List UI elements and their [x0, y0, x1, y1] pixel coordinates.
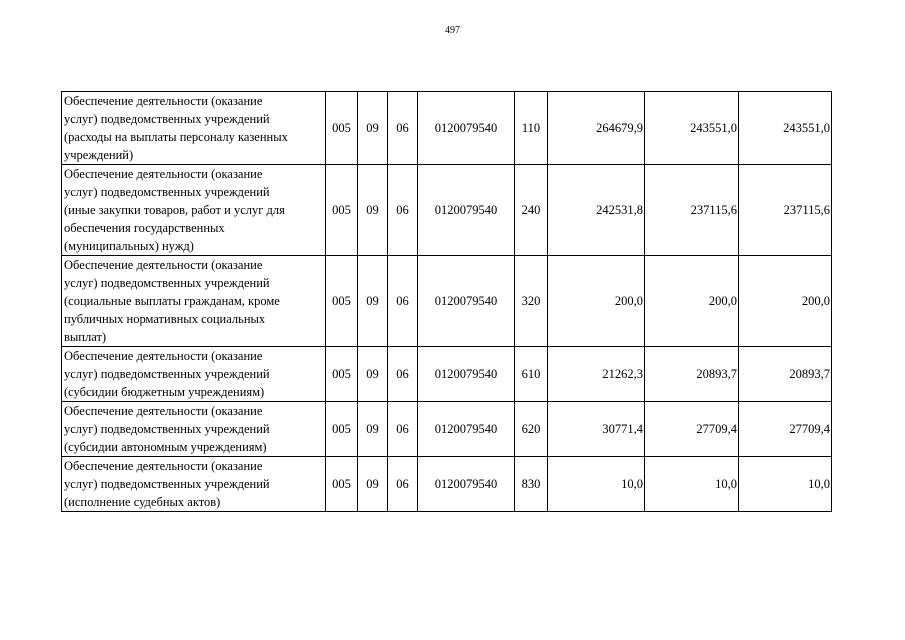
amount-cell: 10,0	[548, 457, 645, 512]
ministry-code-cell: 005	[326, 402, 358, 457]
description-line: услуг) подведомственных учреждений	[64, 185, 270, 199]
description-line: услуг) подведомственных учреждений	[64, 112, 270, 126]
description-line: (иные закупки товаров, работ и услуг для	[64, 203, 285, 217]
expense-description	[62, 256, 326, 347]
table-body	[62, 92, 832, 512]
ministry-code-cell: 005	[326, 165, 358, 256]
expense-type-cell: 320	[515, 256, 548, 347]
ministry-code-cell: 005	[326, 256, 358, 347]
expense-description	[62, 92, 326, 165]
amount-cell: 27709,4	[739, 402, 832, 457]
expense-description	[62, 457, 326, 512]
subsection-code-cell: 06	[388, 256, 418, 347]
amount-cell: 200,0	[548, 256, 645, 347]
description-line: (муниципальных) нужд)	[64, 239, 194, 253]
amount-cell: 30771,4	[548, 402, 645, 457]
target-article-cell: 0120079540	[418, 92, 515, 165]
target-article-cell: 0120079540	[418, 165, 515, 256]
section-code-cell: 09	[358, 402, 388, 457]
description-line: (субсидии автономным учреждениям)	[64, 440, 267, 454]
amount-cell: 243551,0	[645, 92, 739, 165]
target-article-cell: 0120079540	[418, 347, 515, 402]
amount-cell: 200,0	[645, 256, 739, 347]
description-line: учреждений)	[64, 148, 134, 162]
amount-cell: 20893,7	[645, 347, 739, 402]
table-row	[62, 256, 832, 347]
ministry-code-cell: 005	[326, 347, 358, 402]
subsection-code-cell: 06	[388, 347, 418, 402]
ministry-code-cell: 005	[326, 457, 358, 512]
description-line: Обеспечение деятельности (оказание	[64, 167, 263, 181]
subsection-code-cell: 06	[388, 457, 418, 512]
description-line: Обеспечение деятельности (оказание	[64, 349, 263, 363]
section-code-cell: 09	[358, 165, 388, 256]
amount-cell: 200,0	[739, 256, 832, 347]
subsection-code-cell: 06	[388, 92, 418, 165]
amount-cell: 10,0	[645, 457, 739, 512]
description-line: (социальные выплаты гражданам, кроме	[64, 294, 280, 308]
description-line: публичных нормативных социальных	[64, 312, 266, 326]
target-article-cell: 0120079540	[418, 256, 515, 347]
description-line: Обеспечение деятельности (оказание	[64, 404, 263, 418]
expense-description	[62, 165, 326, 256]
table-row	[62, 92, 832, 165]
description-line: Обеспечение деятельности (оказание	[64, 258, 263, 272]
amount-cell: 237115,6	[739, 165, 832, 256]
amount-cell: 264679,9	[548, 92, 645, 165]
table-row	[62, 165, 832, 256]
description-line: (субсидии бюджетным учреждениям)	[64, 385, 265, 399]
expense-type-cell: 110	[515, 92, 548, 165]
amount-cell: 243551,0	[739, 92, 832, 165]
expense-type-cell: 830	[515, 457, 548, 512]
table-row	[62, 347, 832, 402]
section-code-cell: 09	[358, 92, 388, 165]
expense-type-cell: 240	[515, 165, 548, 256]
expense-type-cell: 620	[515, 402, 548, 457]
description-line: Обеспечение деятельности (оказание	[64, 94, 263, 108]
amount-cell: 21262,3	[548, 347, 645, 402]
amount-cell: 237115,6	[645, 165, 739, 256]
amount-cell: 10,0	[739, 457, 832, 512]
expense-description	[62, 402, 326, 457]
expense-description	[62, 347, 326, 402]
amount-cell: 20893,7	[739, 347, 832, 402]
subsection-code-cell: 06	[388, 402, 418, 457]
expense-type-cell: 610	[515, 347, 548, 402]
description-line: услуг) подведомственных учреждений	[64, 422, 270, 436]
description-line: (исполнение судебных актов)	[64, 495, 221, 509]
subsection-code-cell: 06	[388, 165, 418, 256]
description-line: (расходы на выплаты персоналу казенных	[64, 130, 288, 144]
table-row	[62, 457, 832, 512]
target-article-cell: 0120079540	[418, 402, 515, 457]
budget-table	[61, 91, 832, 512]
description-line: услуг) подведомственных учреждений	[64, 276, 270, 290]
target-article-cell: 0120079540	[418, 457, 515, 512]
table-row	[62, 402, 832, 457]
section-code-cell: 09	[358, 347, 388, 402]
description-line: обеспечения государственных	[64, 221, 225, 235]
ministry-code-cell: 005	[326, 92, 358, 165]
page-number: 497	[445, 25, 460, 36]
amount-cell: 27709,4	[645, 402, 739, 457]
description-line: выплат)	[64, 330, 107, 344]
description-line: услуг) подведомственных учреждений	[64, 477, 270, 491]
section-code-cell: 09	[358, 256, 388, 347]
description-line: Обеспечение деятельности (оказание	[64, 459, 263, 473]
description-line: услуг) подведомственных учреждений	[64, 367, 270, 381]
section-code-cell: 09	[358, 457, 388, 512]
amount-cell: 242531,8	[548, 165, 645, 256]
